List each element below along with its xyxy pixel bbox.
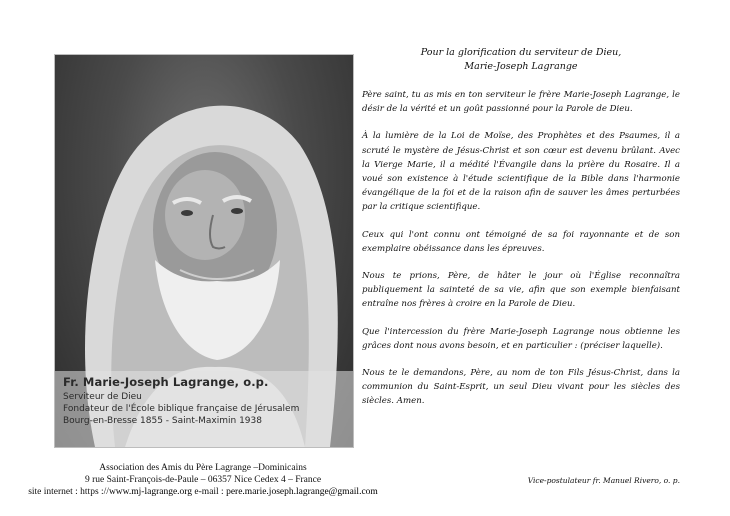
caption-line-dates: Bourg-en-Bresse 1855 - Saint-Maximin 1938 (63, 416, 262, 426)
prayer-paragraph-last (362, 366, 680, 409)
signature: Vice-postulateur fr. Manuel Rivero, o. p. (527, 476, 680, 485)
association-contact (0, 486, 406, 498)
caption-line-title: Serviteur de Dieu (63, 392, 142, 402)
association-info (0, 462, 406, 498)
caption-name: Fr. Marie-Joseph Lagrange, o.p. (63, 375, 269, 389)
portrait-photo (54, 54, 354, 448)
web-prefix: site internet : https :// (28, 487, 109, 497)
prayer-closing: Nous te le demandons, Père, au nom de ton Fils Jésus-Christ, dans la communion du Saint-Esprit, un seul Dieu vivant pour les siècles des siècles. (362, 368, 680, 407)
prayer-paragraph: À la lumière de la Loi de Moïse, des Prophètes et des Psaumes, il a scruté le mystère de Jésus-Christ et son cœur est devenu brûlant. Avec la Vierge Marie, il a médité l'Évangile dans la prière du Rosaire. Il a voué son existence à l'étude scientifique de la Bible dans l'harmonie évangélique de la foi et de la raison afin de sauver les âmes perturbées par la critique scientifique. (362, 131, 680, 213)
caption-line-founder: Fondateur de l'École biblique française de Jérusalem (63, 404, 300, 414)
email-prefix: e-mail : (192, 487, 227, 497)
prayer-paragraph: Nous te prions, Père, de hâter le jour où l'Église reconnaîtra publiquement la sainteté de sa vie, afin que son exemple bienfaisant entraîne nos frères à croire en la Parole de Dieu. (362, 271, 680, 310)
prayer-title-line1: Pour la glorification du serviteur de Dieu, (420, 47, 622, 58)
prayer-text (362, 46, 680, 422)
association-name: Association des Amis du Père Lagrange –Dominicains (99, 463, 307, 473)
association-address: 9 rue Saint-François-de-Paule – 06357 Nice Cedex 4 – France (84, 475, 322, 485)
prayer-paragraph: Que l'intercession du frère Marie-Joseph Lagrange nous obtienne les grâces dont nous avons besoin, et en particulier : (préciser laquelle). (362, 326, 680, 351)
email-link[interactable]: pere.marie.joseph.lagrange@gmail.com (226, 487, 378, 497)
prayer-paragraph: Père saint, tu as mis en ton serviteur le frère Marie-Joseph Lagrange, le désir de la vérité et un goût passionné pour la Parole de Dieu. (362, 90, 680, 115)
photo-caption (55, 371, 353, 447)
amen: Amen. (396, 396, 425, 407)
website-link[interactable]: www.mj-lagrange.org (108, 487, 193, 497)
prayer-paragraph: Ceux qui l'ont connu ont témoigné de sa foi rayonnante et de son exemplaire obéissance dans les épreuves. (362, 229, 680, 254)
prayer-title (362, 46, 680, 74)
prayer-title-line2: Marie-Joseph Lagrange (464, 61, 578, 72)
